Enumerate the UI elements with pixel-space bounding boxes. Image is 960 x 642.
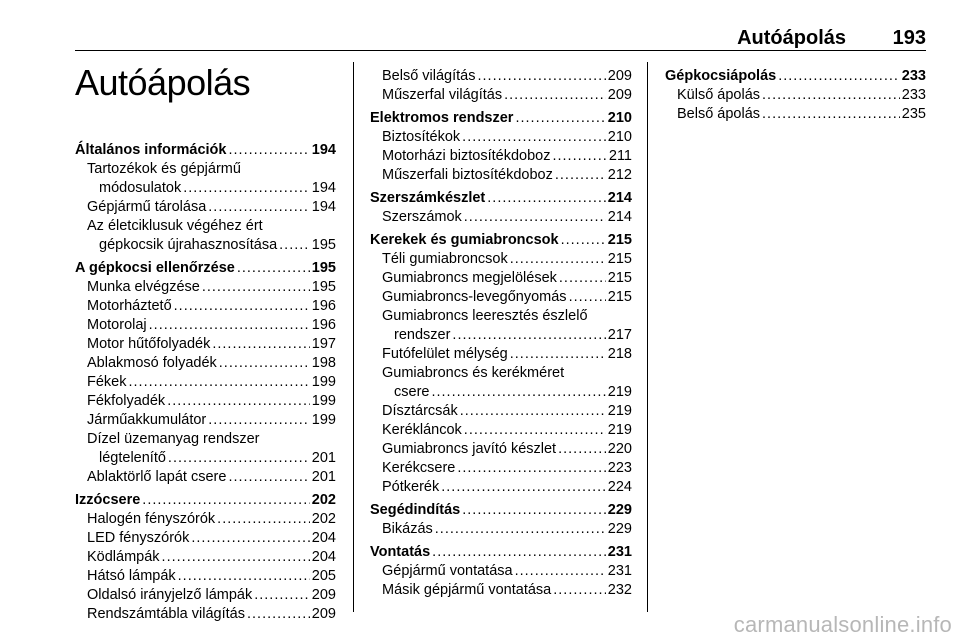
entry-page-number: 195 [311, 237, 336, 253]
toc-section [75, 491, 336, 624]
entry-label: Műszerfal világítás [382, 87, 503, 103]
page-title: Autóápolás [75, 62, 251, 103]
entry-page-number: 219 [607, 422, 632, 438]
toc-section [75, 259, 336, 487]
toc-entry[interactable] [370, 478, 632, 497]
toc-entry[interactable] [75, 373, 336, 392]
dot-leader [510, 250, 606, 269]
toc-section [370, 231, 632, 497]
dot-leader [219, 354, 310, 373]
dot-leader [202, 278, 310, 297]
entry-page-number: 218 [607, 346, 632, 362]
toc-entry[interactable] [75, 198, 336, 217]
entry-page-number: 232 [607, 582, 632, 598]
entry-page-number: 209 [311, 606, 336, 622]
entry-label: Járműakkumulátor [87, 412, 207, 428]
dot-leader [149, 316, 310, 335]
header-page-number: 193 [892, 27, 926, 49]
toc-entry[interactable] [370, 250, 632, 269]
page-header [75, 24, 926, 51]
entry-page-number: 214 [607, 209, 632, 225]
toc-entry[interactable] [75, 297, 336, 316]
entry-page-number: 201 [311, 450, 336, 466]
toc-column-2 [370, 67, 632, 600]
entry-page-number: 233 [901, 68, 926, 84]
entry-label: Biztosítékok [382, 129, 461, 145]
dot-leader [553, 581, 606, 600]
dot-leader [254, 586, 310, 605]
dot-leader [208, 411, 310, 430]
entry-page-number: 219 [607, 403, 632, 419]
toc-column-3 [665, 67, 926, 124]
toc-entry[interactable] [75, 510, 336, 529]
entry-label: Gépjármű tárolása [87, 199, 207, 215]
toc-section [665, 67, 926, 124]
entry-label: Műszerfali biztosítékdoboz [382, 167, 553, 183]
dot-leader [558, 440, 606, 459]
dot-leader [217, 510, 310, 529]
entry-label: Elektromos rendszer [370, 110, 514, 126]
toc-entry[interactable] [370, 269, 632, 288]
dot-leader [515, 109, 605, 128]
entry-label: Vontatás [370, 544, 431, 560]
toc-entry[interactable] [75, 278, 336, 297]
entry-label: Rendszámtábla világítás [87, 606, 245, 622]
toc-entry[interactable] [75, 392, 336, 411]
toc-section-heading[interactable] [75, 491, 336, 510]
entry-label: Téli gumiabroncsok [382, 251, 508, 267]
entry-page-number: 215 [607, 270, 632, 286]
entry-label: A gépkocsi ellenőrzése [75, 260, 235, 276]
toc-section [370, 543, 632, 600]
entry-label: Gumiabroncs javító készlet [382, 441, 557, 457]
entry-label: Ablaktörlő lapát csere [87, 469, 227, 485]
dot-leader [162, 548, 310, 567]
entry-page-number: 205 [311, 568, 336, 584]
dot-leader [183, 179, 310, 198]
toc-section [370, 189, 632, 227]
dot-leader [167, 392, 310, 411]
dot-leader [191, 529, 309, 548]
entry-label: Gépjármű vontatása [382, 563, 513, 579]
dot-leader [452, 326, 605, 345]
toc-section [75, 141, 336, 255]
toc-entry[interactable] [370, 288, 632, 307]
entry-page-number: 219 [607, 384, 632, 400]
toc-section [370, 67, 632, 105]
entry-label-line2[interactable] [382, 326, 632, 345]
toc-entry[interactable] [75, 468, 336, 487]
toc-entry[interactable] [370, 459, 632, 478]
entry-page-number: 194 [311, 180, 336, 196]
dot-leader [142, 491, 310, 510]
entry-page-number: 235 [901, 106, 926, 122]
toc-entry[interactable] [370, 67, 632, 86]
toc-entry[interactable] [370, 345, 632, 364]
entry-label: Gépkocsiápolás [665, 68, 777, 84]
entry-label-line1: Tartozékok és gépjármű [87, 161, 241, 177]
dot-leader [168, 449, 310, 468]
entry-label: Munka elvégzése [87, 279, 200, 295]
entry-label: LED fényszórók [87, 530, 190, 546]
entry-label-line1: Gumiabroncs és kerékméret [382, 365, 565, 381]
entry-label: Segédindítás [370, 502, 461, 518]
toc-column-1 [75, 141, 336, 624]
entry-label: Halogén fényszórók [87, 511, 216, 527]
toc-section-heading[interactable] [370, 109, 632, 128]
entry-label: Gumiabroncs-levegőnyomás [382, 289, 567, 305]
toc-entry[interactable] [370, 520, 632, 539]
entry-page-number: 224 [607, 479, 632, 495]
entry-page-number: 217 [607, 327, 632, 343]
entry-page-number: 196 [311, 317, 336, 333]
entry-page-number: 231 [607, 563, 632, 579]
entry-label: Másik gépjármű vontatása [382, 582, 552, 598]
toc-entry[interactable] [370, 147, 632, 166]
toc-entry[interactable] [370, 128, 632, 147]
entry-label-line2[interactable] [87, 449, 336, 468]
toc-entry[interactable] [75, 548, 336, 567]
toc-section-heading[interactable] [75, 259, 336, 278]
entry-label: Fékek [87, 374, 127, 390]
entry-label: Futófelület mélység [382, 346, 508, 362]
dot-leader [432, 543, 606, 562]
entry-label: légtelenítő [99, 450, 166, 466]
entry-label-line1: Gumiabroncs leeresztés észlelő [382, 308, 588, 324]
entry-page-number: 229 [607, 502, 632, 518]
dot-leader [279, 236, 310, 255]
dot-leader [561, 231, 606, 250]
entry-label: Gumiabroncs megjelölések [382, 270, 557, 286]
entry-page-number: 201 [311, 469, 336, 485]
toc-entry[interactable] [370, 402, 632, 421]
dot-leader [515, 562, 606, 581]
entry-page-number: 199 [311, 412, 336, 428]
dot-leader [174, 297, 310, 316]
entry-label: Motor hűtőfolyadék [87, 336, 211, 352]
dot-leader [457, 459, 605, 478]
dot-leader [178, 567, 310, 586]
dot-leader [228, 141, 309, 160]
entry-label: Pótkerék [382, 479, 440, 495]
entry-page-number: 195 [311, 260, 336, 276]
entry-page-number: 209 [607, 68, 632, 84]
entry-label: Ablakmosó folyadék [87, 355, 217, 371]
dot-leader [431, 383, 605, 402]
entry-page-number: 210 [607, 110, 632, 126]
toc-entry[interactable] [665, 86, 926, 105]
column-divider [353, 62, 354, 612]
toc-entry[interactable] [75, 316, 336, 335]
entry-page-number: 209 [607, 87, 632, 103]
dot-leader [212, 335, 309, 354]
entry-label: Hátsó lámpák [87, 568, 176, 584]
entry-page-number: 204 [311, 549, 336, 565]
dot-leader [462, 128, 606, 147]
toc-entry[interactable] [75, 567, 336, 586]
entry-label: Bikázás [382, 521, 433, 537]
toc-entry[interactable] [370, 562, 632, 581]
toc-entry[interactable] [75, 411, 336, 430]
dot-leader [441, 478, 606, 497]
dot-leader [228, 468, 309, 487]
entry-page-number: 195 [311, 279, 336, 295]
dot-leader [555, 166, 606, 185]
entry-page-number: 210 [607, 129, 632, 145]
entry-page-number: 212 [607, 167, 632, 183]
toc-entry[interactable] [665, 105, 926, 124]
entry-label: Oldalsó irányjelző lámpák [87, 587, 253, 603]
entry-label-line2[interactable] [87, 236, 336, 255]
entry-label: Ködlámpák [87, 549, 160, 565]
toc-entry[interactable] [75, 217, 336, 255]
dot-leader [247, 605, 310, 624]
toc-section-heading[interactable] [370, 543, 632, 562]
entry-label: Motorolaj [87, 317, 147, 333]
entry-page-number: 231 [607, 544, 632, 560]
entry-page-number: 197 [311, 336, 336, 352]
entry-page-number: 194 [311, 142, 336, 158]
dot-leader [208, 198, 310, 217]
dot-leader [762, 105, 900, 124]
entry-label-line2[interactable] [87, 179, 336, 198]
toc-section-heading[interactable] [370, 501, 632, 520]
entry-page-number: 229 [607, 521, 632, 537]
entry-page-number: 215 [607, 232, 632, 248]
toc-entry[interactable] [75, 335, 336, 354]
entry-page-number: 233 [901, 87, 926, 103]
entry-label-line2[interactable] [382, 383, 632, 402]
entry-label: Általános információk [75, 142, 227, 158]
toc-section-heading[interactable] [75, 141, 336, 160]
dot-leader [762, 86, 900, 105]
dot-leader [552, 147, 606, 166]
watermark: carmanualsonline.info [733, 612, 952, 637]
column-divider [647, 62, 648, 612]
entry-label: Kerekek és gumiabroncsok [370, 232, 559, 248]
entry-label: rendszer [394, 327, 451, 343]
toc-entry[interactable] [370, 364, 632, 402]
toc-entry[interactable] [75, 529, 336, 548]
entry-page-number: 223 [607, 460, 632, 476]
entry-label: Izzócsere [75, 492, 141, 508]
entry-label: Belső világítás [382, 68, 476, 84]
toc-section-heading[interactable] [665, 67, 926, 86]
entry-label: csere [394, 384, 430, 400]
entry-page-number: 196 [311, 298, 336, 314]
toc-entry[interactable] [370, 86, 632, 105]
entry-page-number: 194 [311, 199, 336, 215]
dot-leader [129, 373, 310, 392]
entry-page-number: 215 [607, 251, 632, 267]
entry-page-number: 202 [311, 511, 336, 527]
toc-entry[interactable] [370, 440, 632, 459]
dot-leader [510, 345, 606, 364]
entry-label: módosulatok [99, 180, 182, 196]
toc-entry[interactable] [370, 208, 632, 227]
entry-label: Motorházi biztosítékdoboz [382, 148, 551, 164]
toc-section [370, 501, 632, 539]
toc-section [370, 109, 632, 185]
entry-page-number: 211 [608, 148, 632, 164]
entry-label: gépkocsik újrahasznosítása [99, 237, 278, 253]
header-title: Autóápolás [737, 27, 846, 49]
entry-page-number: 199 [311, 393, 336, 409]
entry-label: Belső ápolás [677, 106, 761, 122]
toc-entry[interactable] [370, 581, 632, 600]
entry-page-number: 199 [311, 374, 336, 390]
entry-label: Külső ápolás [677, 87, 761, 103]
entry-label: Kerékláncok [382, 422, 462, 438]
toc-entry[interactable] [370, 421, 632, 440]
toc-entry[interactable] [370, 307, 632, 345]
dot-leader [504, 86, 606, 105]
dot-leader [464, 208, 606, 227]
dot-leader [435, 520, 606, 539]
entry-page-number: 209 [311, 587, 336, 603]
toc-section-heading[interactable] [370, 231, 632, 250]
entry-label: Dísztárcsák [382, 403, 458, 419]
entry-label: Kerékcsere [382, 460, 456, 476]
entry-page-number: 198 [311, 355, 336, 371]
entry-label: Fékfolyadék [87, 393, 166, 409]
toc-entry[interactable] [370, 166, 632, 185]
dot-leader [487, 189, 606, 208]
toc-entry[interactable] [75, 605, 336, 624]
entry-label-line1: Dízel üzemanyag rendszer [87, 431, 260, 447]
dot-leader [778, 67, 900, 86]
dot-leader [464, 421, 606, 440]
entry-page-number: 202 [311, 492, 336, 508]
dot-leader [478, 67, 606, 86]
entry-label: Szerszámok [382, 209, 462, 225]
entry-page-number: 214 [607, 190, 632, 206]
dot-leader [237, 259, 310, 278]
toc-entry[interactable] [75, 586, 336, 605]
entry-label: Szerszámkészlet [370, 190, 486, 206]
toc-entry[interactable] [75, 354, 336, 373]
toc-entry[interactable] [75, 430, 336, 468]
entry-page-number: 215 [607, 289, 632, 305]
dot-leader [559, 269, 606, 288]
entry-page-number: 204 [311, 530, 336, 546]
entry-page-number: 220 [607, 441, 632, 457]
entry-label-line1: Az életciklusuk végéhez ért [87, 218, 263, 234]
toc-section-heading[interactable] [370, 189, 632, 208]
entry-label: Motorháztető [87, 298, 172, 314]
toc-entry[interactable] [75, 160, 336, 198]
dot-leader [460, 402, 606, 421]
dot-leader [462, 501, 606, 520]
dot-leader [569, 288, 606, 307]
